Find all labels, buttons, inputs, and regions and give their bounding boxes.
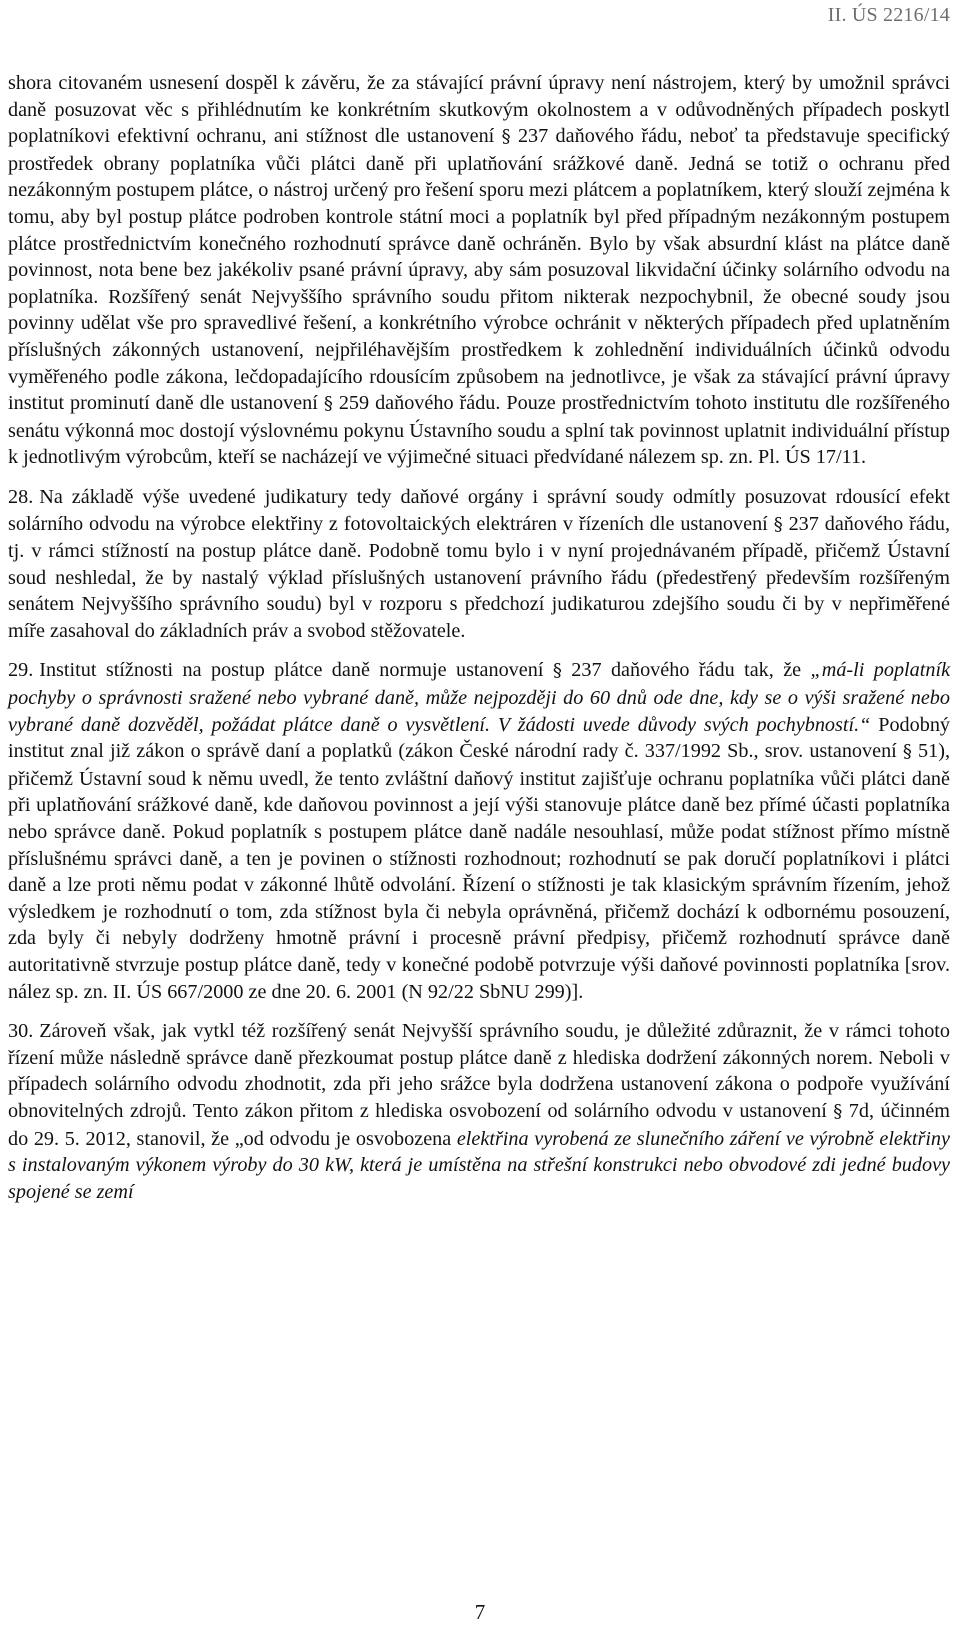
paragraph-text: shora citovaném usnesení dospěl k závěru, že za stávající právní úpravy není nástrojem, který by umožnil správci daně posuzovat věc s přihlédnutím ke konkrétním skutkovým okolnostem a v odůvodněných případech poskytl poplatníkovi efektivní ochranu, ani stížnost dle ustanovení <box>8 72 950 148</box>
paragraph-text: Zároveň však, jak vytkl též rozšířený senát Nejvyšší správního soudu, je důležité zdůraznit, že v rámci tohoto řízení může následně správce daně přezkoumat postup plátce daně z hlediska dodržení zákonných norem. Neboli v případech solárního odvodu zhodnotit, zda při jeho srážce byla dodržena ustanovení zákona o podpoře využívání obnovitelných zdrojů. Tento zákon přitom z hlediska osvobození od solárního odvodu v ustanovení <box>8 1020 950 1122</box>
paragraph-text: 51), přičemž Ústavní soud k němu uvedl, že tento zvláštní daňový institut zajišťuje ochranu poplatníka vůči plátci daně při uplatňování srážkové daně, kde daňovou povinnost a její výši stanovuje plátce daně bez přímé účasti poplatníka nebo správce daně. Pokud poplatník s postupem plátce daně nadále nesouhlasí, může podat stížnost přímo místně příslušnému správci daně, a ten je povinen o stížnosti rozhodnout; rozhodnutí se pak doručí poplatníkovi i plátci daně a lze proti němu podat v zákonné lhůtě odvolání. Řízení o stížnosti je tak klasickým správním řízením, jehož výsledkem je rozhodnutí o tom, zda stížnost byla či nebyla oprávněná, přičemž dochází k odbornému posouzení, zda byly či nebyly dodrženy hmotně právní i procesně právní předpisy, přičemž rozhodnutí správce daně autoritativně stvrzuje postup plátce daně, tedy v konečné podobě potvrzuje výši daňové povinnosti poplatníka [srov. nález sp. zn. II. ÚS 667/2000 ze dne 20. 6. 2001 (N 92/22 SbNU 299)]. <box>8 740 950 1003</box>
paragraph-text: 237 daňového řádu, tj. v rámci stížností na postup plátce daně. Podobně tomu bylo i v nyní projednávaném případě, přičemž Ústavní soud neshledal, že by nastalý výklad příslušných ustanovení právního řádu (předestřený především rozšířeným senátem Nejvyššího správního soudu) byl v rozporu s předchozí judikaturou zdejšího soudu či by v nepřiměřené míře zasahoval do základních práv a svobod stěžovatele. <box>8 512 951 642</box>
paragraph-29 <box>8 657 950 1005</box>
section-sign: § <box>501 126 511 148</box>
page-number: 7 <box>474 1600 486 1624</box>
paragraph-text: Na základě výše uvedené judikatury tedy daňové orgány i správní soudy odmítly posuzovat rdousící efekt solárního odvodu na výrobce elektřiny z fotovoltaických elektráren v řízeních dle ustanovení <box>8 485 950 535</box>
case-reference: II. ÚS 2216/14 <box>827 4 950 26</box>
paragraph-text: 237 daňového řádu, neboť ta představuje specifický prostředek obrany poplatníka vůči plátci daně při uplatňování srážkové daně. Jedná se totiž o ochranu před nezákonným postupem plátce, o nástroj určený pro řešení sporu mezi plátcem a poplatníkem, který slouží zejména k tomu, aby byl postup plátce podroben kontrole státní moci a poplatník byl před případným nezákonným postupem plátce prostřednictvím konečného rozhodnutí správce daně ochráněn. Bylo by však absurdní klást na plátce daně povinnost, nota bene bez jakékoliv psané právní úpravy, aby sám posuzoval likvidační účinky solárního odvodu na poplatníka. Rozšířený senát Nejvyššího správního soudu přitom nikterak nezpochybnil, že obecné soudy jsou povinny udělat vše pro spravedlivé řešení, a konkrétního výrobce ochránit v některých případech před uplatněním příslušných zákonných ustanovení, nejpřiléhavějším prostředkem k zohlednění individuálních účinků odvodu vyměřeného podle zákona, lečdopadajícího rdousícím způsobem na jednotlivce, je však za stávající právní úpravy institut prominutí daně dle ustanovení <box>8 125 950 415</box>
paragraph-text: 259 daňového řádu. Pouze prostřednictvím tohoto institutu dle rozšířeného senátu výkonná moc dostojí výslovnému pokynu Ústavního soudu a splní tak povinnost uplatnit individuální přístup k jednotlivým výrobcům, kteří se nacházejí ve výjimečné situaci předvídané nálezem sp. zn. Pl. ÚS 17/11. <box>8 392 951 469</box>
paragraph-text: Podobný institut znal již zákon o správě daní a poplatků (zákon České národní rady č. 337/1992 Sb., srov. ustanovení <box>8 713 951 763</box>
statutory-quote: „má-li poplatník pochyby o správnosti sražené nebo vybrané daně, může nejpozději do 60 dnů ode dne, kdy se o výši sražené nebo vybrané daně dozvěděl, požádat plátce daně o vysvětlení. V žádosti uvede důvody svých pochybností.“ <box>8 659 951 736</box>
paragraph-text: 237 daňového řádu tak, že <box>571 659 802 682</box>
paragraph-30 <box>8 1018 950 1205</box>
section-sign: § <box>902 741 912 763</box>
paragraph-number: 28. <box>8 485 34 508</box>
paragraph-text: Institut stížnosti na postup plátce daně normuje ustanovení <box>39 659 544 682</box>
paragraph-number: 30. <box>8 1020 34 1043</box>
paragraph-continuation <box>8 70 950 471</box>
section-sign: § <box>833 1100 843 1122</box>
section-sign: § <box>552 660 562 682</box>
paragraph-28 <box>8 484 950 645</box>
section-sign: § <box>773 513 783 535</box>
paragraph-text: 7d, účinném do 29. 5. 2012, stanovil, že „od odvodu je osvobozena <box>8 1099 951 1150</box>
statutory-quote: elektřina vyrobená ze slunečního záření ve výrobně elektřiny s instalovaným výkonem výroby do 30 kW, která je umístěna na střešní konstrukci nebo obvodové zdi jedné budovy spojené se zemí <box>8 1127 950 1203</box>
document-body <box>8 70 950 1218</box>
section-sign: § <box>323 393 333 415</box>
paragraph-number: 29. <box>8 659 34 682</box>
